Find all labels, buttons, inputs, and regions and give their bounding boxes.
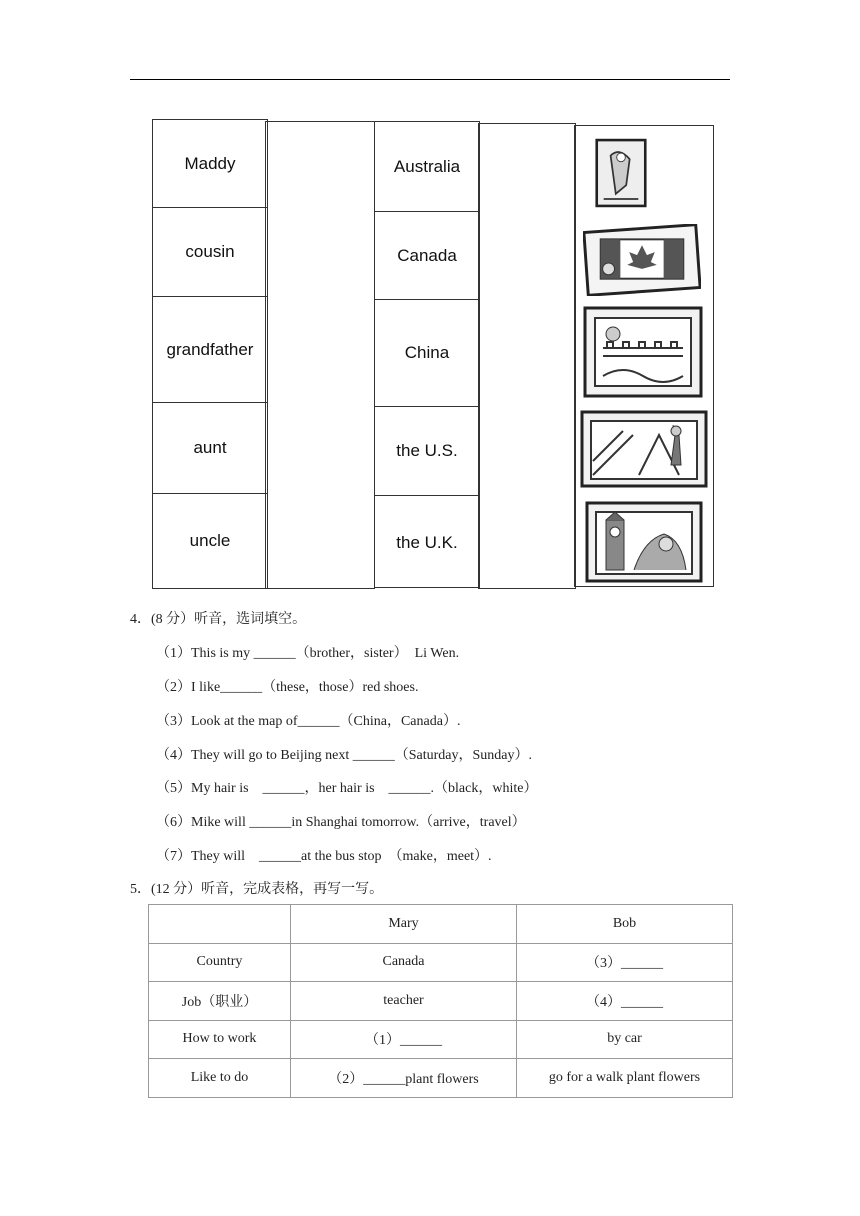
country-cell: [375, 496, 479, 589]
name-cell: [153, 297, 267, 403]
table-cell: （2）______plant flowers: [291, 1059, 517, 1098]
question-4-item: （1）This is my ______（brother，sister） Li Wen.: [156, 646, 460, 661]
country-label: Canada: [397, 245, 457, 265]
table-cell: （3）______: [517, 943, 733, 982]
country-cell: [375, 212, 479, 300]
table-cell: Job（职业）: [149, 982, 291, 1021]
statue-of-liberty-picture-icon: [579, 409, 709, 489]
country-cell: [375, 407, 479, 496]
table-row: [149, 1059, 733, 1098]
question-4-item: （2）I like______（these，those）red shoes.: [156, 680, 419, 695]
table-cell: Country: [149, 943, 291, 982]
question-5-heading: 5．(12 分）听音，完成表格，再写一写。: [130, 882, 384, 897]
table-header-mary: Mary: [291, 905, 517, 944]
table-row: [149, 982, 733, 1021]
name-label: cousin: [185, 242, 235, 261]
table-cell: teacher: [291, 982, 517, 1021]
question-4-heading: 4．(8 分）听音，选词填空。: [130, 612, 307, 627]
name-label: Maddy: [184, 153, 236, 173]
country-label: Australia: [393, 156, 461, 176]
names-column: [152, 119, 268, 589]
question-5-table: [148, 904, 733, 1098]
name-label: grandfather: [166, 339, 254, 359]
blank-column: [478, 123, 576, 589]
table-header-bob: Bob: [517, 905, 733, 944]
table-row: [149, 1020, 733, 1059]
question-4-item: （7）They will ______at the bus stop （make，meet）.: [156, 849, 492, 864]
name-cell: [153, 208, 267, 297]
table-header-row: [149, 905, 733, 944]
blank-column: [265, 121, 375, 589]
table-cell: [149, 905, 291, 944]
table-row: [149, 943, 733, 982]
country-cell: [375, 300, 479, 407]
table-cell: by car: [517, 1020, 733, 1059]
big-ben-picture-icon: [583, 500, 705, 584]
countries-column: [374, 121, 480, 588]
header-rule: [130, 79, 730, 80]
country-label: the U.K.: [396, 532, 458, 552]
question-4-item: （3）Look at the map of______（China，Canada）.: [156, 714, 461, 729]
table-cell: go for a walk plant flowers: [517, 1059, 733, 1098]
pictures-column: [574, 125, 714, 587]
question-4-item: （4）They will go to Beijing next ______（Saturday，Sunday）.: [156, 748, 533, 763]
question-4-item: （5）My hair is ______，her hair is ______.（black，white）: [156, 781, 538, 796]
name-label: uncle: [189, 530, 231, 550]
name-cell: [153, 120, 267, 208]
question-4-item: （6）Mike will ______in Shanghai tomorrow.（arrive，travel）: [156, 815, 526, 830]
country-label: China: [404, 343, 450, 362]
table-cell: Like to do: [149, 1059, 291, 1098]
country-cell: [375, 122, 479, 212]
great-wall-picture-icon: [583, 306, 703, 398]
table-cell: （4）______: [517, 982, 733, 1021]
name-cell: [153, 494, 267, 587]
name-label: aunt: [193, 438, 227, 457]
table-cell: （1）______: [291, 1020, 517, 1059]
matching-exercise: [148, 117, 714, 589]
country-label: the U.S.: [396, 441, 458, 460]
table-cell: Canada: [291, 943, 517, 982]
name-cell: [153, 403, 267, 494]
kangaroo-picture-icon: [595, 134, 647, 212]
table-cell: How to work: [149, 1020, 291, 1059]
maple-leaf-flag-picture-icon: [583, 224, 701, 296]
